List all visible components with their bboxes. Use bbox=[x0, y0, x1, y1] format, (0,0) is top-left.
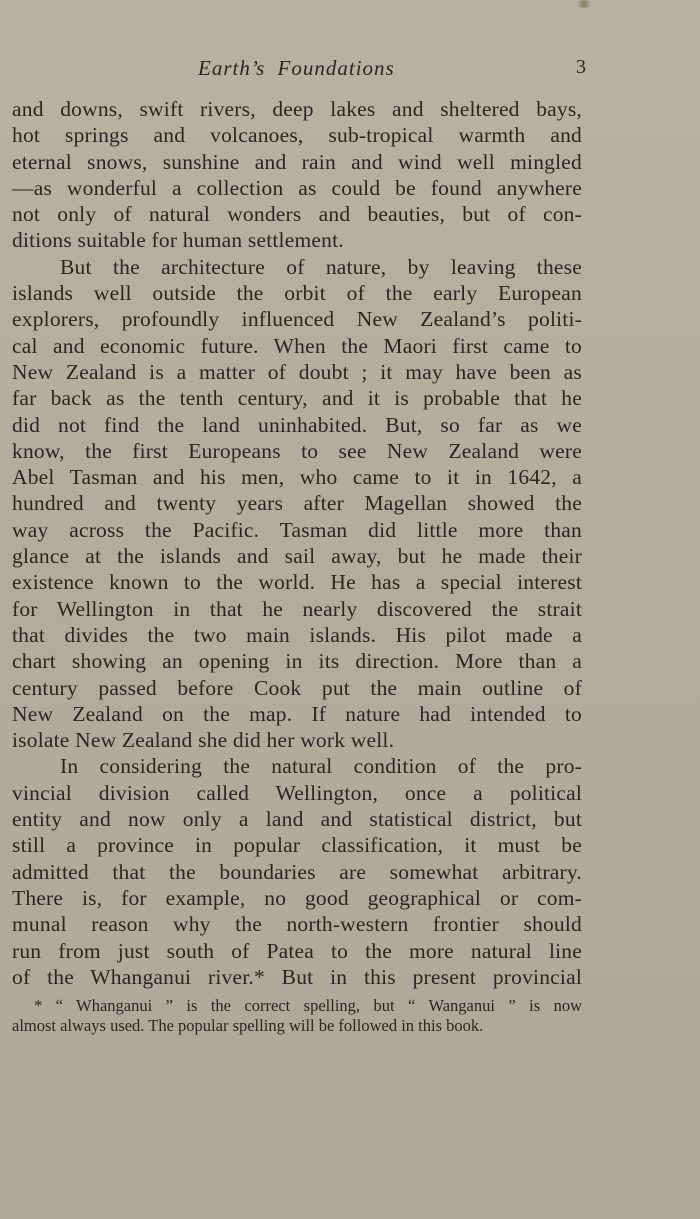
running-title: Earth’s Foundations bbox=[198, 56, 395, 80]
text-line: century passed before Cook put the main outline of bbox=[12, 675, 582, 700]
text-line: way across the Pacific. Tasman did little more than bbox=[12, 517, 582, 542]
text-line: ditions suitable for human settlement. bbox=[12, 228, 344, 253]
text-line: hundred and twenty years after Magellan showed the bbox=[12, 491, 582, 516]
text-line: New Zealand on the map. If nature had intended to bbox=[12, 701, 582, 726]
text-line: There is, for example, no good geographical or com- bbox=[12, 885, 582, 910]
text-line: vincial division called Wellington, once a political bbox=[12, 780, 582, 805]
text-line: explorers, profoundly influenced New Zealand’s politi- bbox=[12, 307, 582, 332]
page-smudge bbox=[574, 0, 594, 8]
paragraph-1 bbox=[12, 96, 582, 254]
footnote-line: almost always used. The popular spelling will be followed in this book. bbox=[12, 1016, 484, 1035]
text-line: for Wellington in that he nearly discovered the strait bbox=[12, 596, 582, 621]
text-line: hot springs and volcanoes, sub-tropical warmth and bbox=[12, 123, 582, 148]
text-line: far back as the tenth century, and it is probable that he bbox=[12, 386, 582, 411]
text-line: that divides the two main islands. His pilot made a bbox=[12, 622, 582, 647]
text-line: eternal snows, sunshine and rain and wind well mingled bbox=[12, 149, 582, 174]
text-line: Abel Tasman and his men, who came to it in 1642, a bbox=[12, 465, 582, 490]
text-line: —as wonderful a collection as could be found anywhere bbox=[12, 175, 582, 200]
page-header bbox=[0, 54, 700, 84]
text-line: New Zealand is a matter of doubt ; it may have been as bbox=[12, 359, 582, 384]
text-line: admitted that the boundaries are somewhat arbitrary. bbox=[12, 859, 582, 884]
text-line: not only of natural wonders and beauties, but of con- bbox=[12, 202, 582, 227]
text-line: know, the first Europeans to see New Zealand were bbox=[12, 438, 582, 463]
text-line: did not find the land uninhabited. But, so far as we bbox=[12, 412, 582, 437]
paragraph-2 bbox=[12, 254, 582, 754]
footnote-line: * “ Whanganui ” is the correct spelling, but “ Wanganui ” is now bbox=[34, 996, 582, 1015]
body-text bbox=[12, 96, 582, 990]
text-line: But the architecture of nature, by leaving these bbox=[60, 254, 582, 279]
text-line: run from just south of Patea to the more natural line bbox=[12, 938, 582, 963]
text-line: cal and economic future. When the Maori first came to bbox=[12, 333, 582, 358]
text-line: still a province in popular classification, it must be bbox=[12, 833, 582, 858]
text-line: of the Whanganui river.* But in this present provincial bbox=[12, 964, 582, 989]
text-line: glance at the islands and sail away, but he made their bbox=[12, 544, 582, 569]
text-line: In considering the natural condition of the pro- bbox=[60, 754, 582, 779]
text-line: and downs, swift rivers, deep lakes and sheltered bays, bbox=[12, 97, 582, 121]
page-number: 3 bbox=[576, 56, 586, 78]
paragraph-3 bbox=[12, 753, 582, 990]
text-line: existence known to the world. He has a special interest bbox=[12, 570, 582, 595]
text-line: entity and now only a land and statistical district, but bbox=[12, 807, 582, 832]
text-line: chart showing an opening in its direction. More than a bbox=[12, 649, 582, 674]
footnote bbox=[12, 996, 582, 1036]
text-line: isolate New Zealand she did her work well. bbox=[12, 728, 395, 753]
text-line: islands well outside the orbit of the early European bbox=[12, 281, 582, 306]
text-line: munal reason why the north-western frontier should bbox=[12, 912, 582, 937]
